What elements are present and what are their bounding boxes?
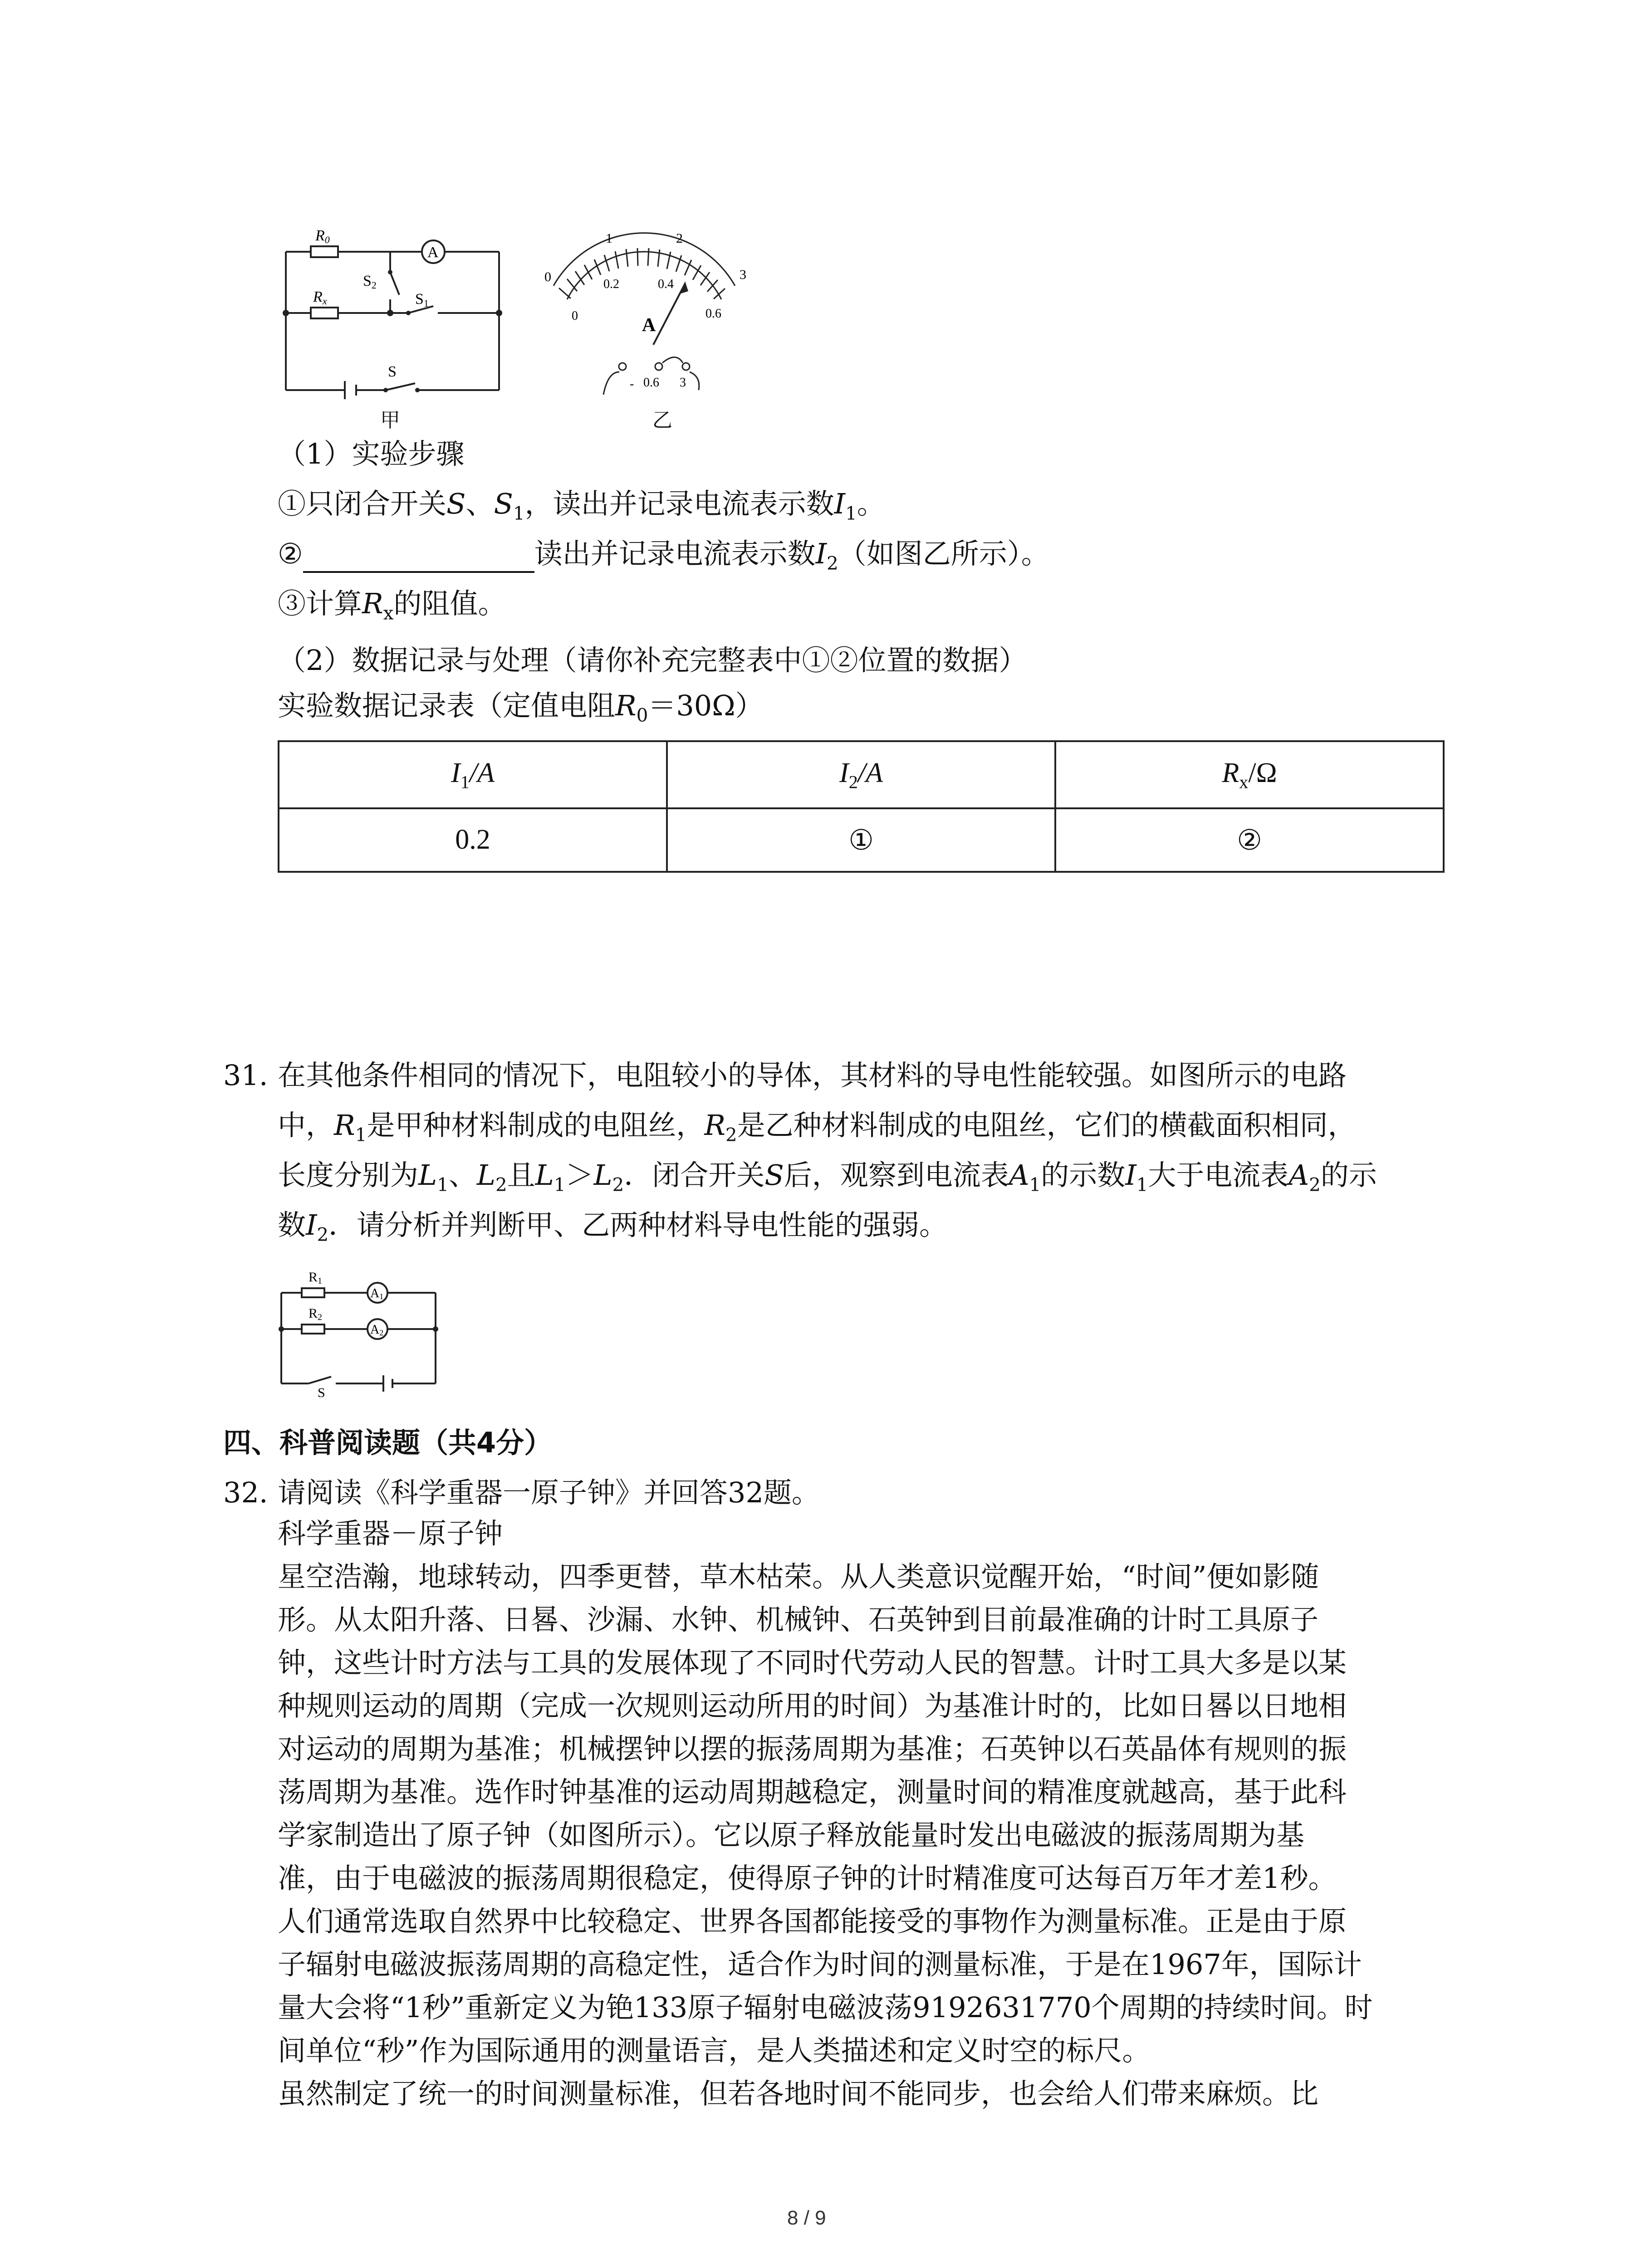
section-4-heading: 四、科普阅读题（共4分） <box>223 1426 553 1459</box>
inner-tick-0.4: 0.4 <box>658 277 674 291</box>
header-i2: $I_2/A$ <box>667 741 1055 808</box>
data-record-table <box>278 740 1445 873</box>
q32-text-line-11: 量大会将“1秒”重新定义为铯133原子辐射电磁波荡9192631770个周期的持续时间。时 <box>278 1991 1373 2024</box>
q31-line-3: 长度分别为$L_1$、$L_2$且$L_1>L_2$．闭合开关S后，观察到电流表$A_1$的示数$I_1$大于电流表$A_2$的示 <box>278 1158 1377 1196</box>
cell-i1: 0.2 <box>279 808 667 872</box>
inner-tick-0.6: 0.6 <box>705 307 721 321</box>
a2-label: A2 <box>370 1323 384 1337</box>
s-label: S <box>388 363 397 380</box>
caption-yi: 乙 <box>652 409 672 432</box>
page-number: 8 / 9 <box>787 2207 826 2229</box>
cell-rx[interactable]: ② <box>1055 808 1444 872</box>
circuit-diagram-jia <box>272 218 508 408</box>
q32-text-line-10: 子辐射电磁波振荡周期的高稳定性，适合作为时间的测量标准，于是在1967年，国际计 <box>278 1948 1362 1981</box>
s2-label: S2 <box>363 273 377 291</box>
rx-label: Rx <box>313 288 327 307</box>
r1-label: R1 <box>309 1270 323 1286</box>
terminal-3: 3 <box>680 376 686 390</box>
outer-tick-0: 0 <box>544 269 551 284</box>
answer-blank[interactable] <box>303 546 534 573</box>
r2-label: R2 <box>309 1306 323 1322</box>
s-switch-label: S <box>318 1385 325 1397</box>
inner-tick-0.2: 0.2 <box>603 277 619 291</box>
q32-text-line-3: 钟，这些计时方法与工具的发展体现了不同时代劳动人民的智慧。计时工具大多是以某 <box>278 1646 1347 1679</box>
a1-label: A1 <box>370 1286 384 1301</box>
q31-line-1: 在其他条件相同的情况下，电阻较小的导体，其材料的导电性能较强。如图所示的电路 <box>278 1059 1347 1092</box>
q32-intro: 请阅读《科学重器一原子钟》并回答32题。 <box>278 1476 820 1509</box>
q32-text-line-7: 学家制造出了原子钟（如图所示）。它以原子释放能量时发出电磁波的振荡周期为基 <box>278 1818 1305 1852</box>
cell-i2[interactable]: ① <box>667 808 1055 872</box>
terminal-minus: - <box>630 377 634 391</box>
outer-tick-1: 1 <box>606 231 612 246</box>
dial-ticks <box>559 248 725 299</box>
step-3: ③计算$R_x$的阻值。 <box>278 587 506 624</box>
inner-tick-0: 0 <box>572 309 578 323</box>
terminal-0.6: 0.6 <box>643 376 659 390</box>
q32-text-line-5: 对运动的周期为基准；机械摆钟以摆的振荡周期为基准；石英钟以石英晶体有规则的振 <box>278 1732 1347 1765</box>
outer-tick-3: 3 <box>740 267 746 282</box>
q32-text-line-9: 人们通常选取自然界中比较稳定、世界各国都能接受的事物作为测量标准。正是由于原 <box>278 1905 1347 1938</box>
r0-label: R0 <box>315 227 330 245</box>
data-processing-heading: （2）数据记录与处理（请你补充完整表中①②位置的数据） <box>278 644 1027 677</box>
q32-text-line-1: 星空浩瀚，地球转动，四季更替，草木枯荣。从人类意识觉醒开始，“时间”便如影随 <box>278 1560 1319 1593</box>
q32-text-line-8: 准，由于电磁波的振荡周期很稳定，使得原子钟的计时精准度可达每百万年才差1秒。 <box>278 1862 1337 1895</box>
header-rx: $R_x/\Omega$ <box>1055 741 1444 808</box>
q32-text-line-13: 虽然制定了统一的时间测量标准，但若各地时间不能同步，也会给人们带来麻烦。比 <box>278 2077 1319 2110</box>
table-header-row <box>279 741 1444 808</box>
circuit-diagram-q31 <box>272 1261 445 1397</box>
step-2: ② 读出并记录电流表示数$I_2$（如图乙所示）。 <box>278 537 1049 574</box>
s1-label: S1 <box>415 291 429 309</box>
dial-unit-label: A <box>642 315 656 336</box>
q31-line-2: 中，$R_1$是甲种材料制成的电阻丝，$R_2$是乙种材料制成的电阻丝，它们的横截面积相同， <box>278 1109 1356 1146</box>
q31-line-4: 数$I_2$．请分析并判断甲、乙两种材料导电性能的强弱。 <box>278 1208 948 1246</box>
q32-article-title: 科学重器－原子钟 <box>278 1517 503 1550</box>
q31-number: 31. <box>223 1059 268 1092</box>
table-caption: 实验数据记录表（定值电阻$R_0=30\Omega$） <box>278 689 764 726</box>
header-i1: $I_1/A$ <box>279 741 667 808</box>
caption-jia: 甲 <box>380 409 400 432</box>
step-heading: （1）实验步骤 <box>278 437 465 470</box>
step-1: ①只闭合开关S、$S_1$，读出并记录电流表示数$I_1$。 <box>278 487 885 524</box>
q32-number: 32. <box>223 1476 268 1509</box>
table-row <box>279 808 1444 872</box>
q32-text-line-2: 形。从太阳升落、日晷、沙漏、水钟、机械钟、石英钟到目前最准确的计时工具原子 <box>278 1603 1319 1636</box>
q32-text-line-12: 间单位“秒”作为国际通用的测量语言，是人类描述和定义时空的标尺。 <box>278 2034 1151 2067</box>
ammeter-label: A <box>427 244 439 261</box>
q32-text-line-4: 种规则运动的周期（完成一次规则运动所用的时间）为基准计时的，比如日晷以日地相 <box>278 1689 1347 1722</box>
q32-text-line-6: 荡周期为基准。选作时钟基准的运动周期越稳定，测量时间的精准度就越高，基于此科 <box>278 1775 1347 1809</box>
ammeter-dial-yi <box>526 222 771 404</box>
outer-tick-2: 2 <box>676 231 683 246</box>
